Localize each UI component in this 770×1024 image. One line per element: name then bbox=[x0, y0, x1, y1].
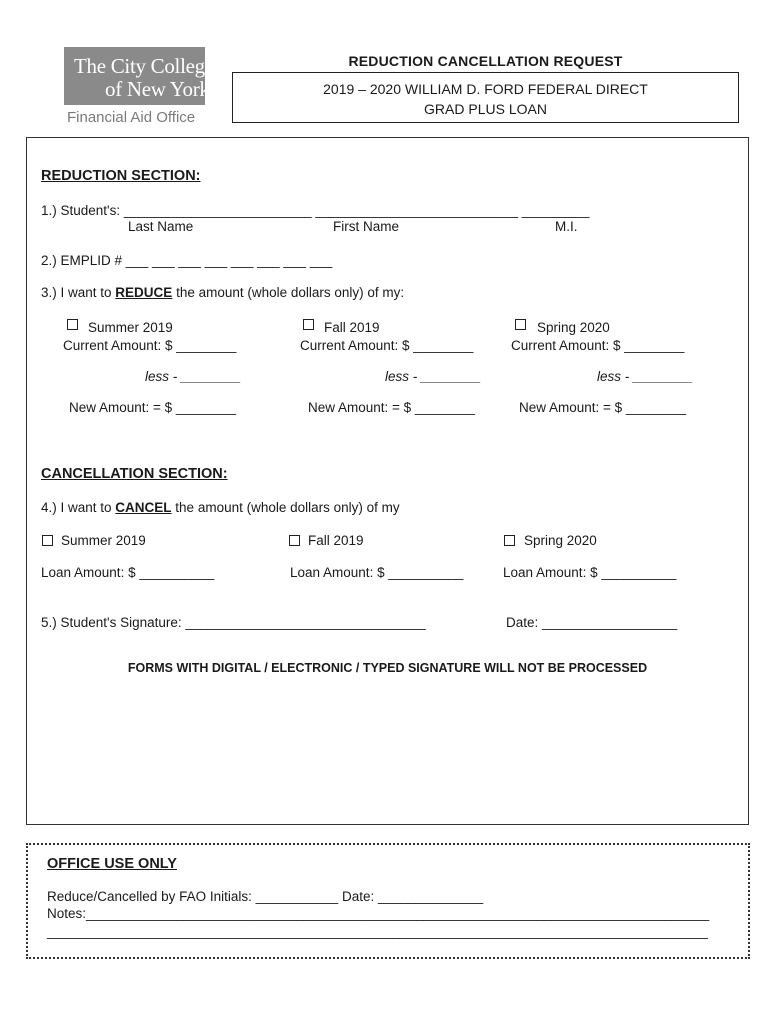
cancel-question-pre: 4.) I want to bbox=[41, 500, 116, 515]
reduce-question-pre: 3.) I want to bbox=[41, 285, 116, 300]
mi-label: M.I. bbox=[555, 219, 578, 234]
summer-2019-cancel-label: Summer 2019 bbox=[61, 533, 146, 548]
cancel-question bbox=[41, 500, 400, 515]
emplid-line[interactable]: 2.) EMPLID # ___ ___ ___ ___ ___ ___ ___ ___ bbox=[41, 253, 333, 268]
form-subtitle-line2: GRAD PLUS LOAN bbox=[424, 101, 547, 117]
spring-2020-cancel-label: Spring 2020 bbox=[524, 533, 597, 548]
summer-2019-reduce-checkbox[interactable] bbox=[67, 319, 78, 330]
summer-2019-less-amount[interactable]: less - ________ bbox=[145, 369, 242, 384]
spring-2020-loan-amount[interactable]: Loan Amount: $ __________ bbox=[503, 565, 677, 580]
summer-2019-cancel-checkbox[interactable] bbox=[42, 535, 53, 546]
spring-2020-less-amount[interactable]: less - ________ bbox=[597, 369, 694, 384]
logo-text-line2: of New York bbox=[105, 77, 210, 101]
spring-2020-current-amount[interactable]: Current Amount: $ ________ bbox=[511, 338, 685, 353]
summer-2019-loan-amount[interactable]: Loan Amount: $ __________ bbox=[41, 565, 215, 580]
logo-text-line1: The City College bbox=[74, 54, 214, 78]
cancel-question-post: the amount (whole dollars only) of my bbox=[171, 500, 400, 515]
notes-line[interactable]: Notes:___________________________________________________________________________________ bbox=[47, 906, 710, 921]
fall-2019-new-amount[interactable]: New Amount: = $ ________ bbox=[308, 400, 475, 415]
fall-2019-cancel-checkbox[interactable] bbox=[289, 535, 300, 546]
spring-2020-reduce-label: Spring 2020 bbox=[537, 320, 610, 335]
summer-2019-current-amount[interactable]: Current Amount: $ ________ bbox=[63, 338, 237, 353]
student-signature-line[interactable]: 5.) Student's Signature: ________________________________ bbox=[41, 615, 426, 630]
reduction-section-heading: REDUCTION SECTION: bbox=[41, 168, 201, 184]
notes-continuation-line[interactable]: ________________________________________________________________________________________ bbox=[47, 924, 708, 939]
reduce-keyword: REDUCE bbox=[115, 285, 173, 300]
spring-2020-cancel-checkbox[interactable] bbox=[504, 535, 515, 546]
fall-2019-cancel-label: Fall 2019 bbox=[308, 533, 364, 548]
spring-2020-reduce-checkbox[interactable] bbox=[515, 319, 526, 330]
form-title: REDUCTION CANCELLATION REQUEST bbox=[348, 53, 623, 69]
fall-2019-loan-amount[interactable]: Loan Amount: $ __________ bbox=[290, 565, 464, 580]
last-name-label: Last Name bbox=[128, 219, 194, 234]
reduce-question bbox=[41, 285, 404, 300]
form-subtitle-box bbox=[232, 72, 739, 123]
student-name-line[interactable]: 1.) Student's: _________________________ ___________________________ _________ bbox=[41, 203, 590, 218]
summer-2019-new-amount[interactable]: New Amount: = $ ________ bbox=[69, 400, 236, 415]
form-subtitle-line1: 2019 – 2020 WILLIAM D. FORD FEDERAL DIRECT bbox=[323, 81, 648, 97]
fall-2019-reduce-checkbox[interactable] bbox=[303, 319, 314, 330]
logo-subtitle: Financial Aid Office bbox=[67, 109, 196, 126]
signature-warning: FORMS WITH DIGITAL / ELECTRONIC / TYPED SIGNATURE WILL NOT BE PROCESSED bbox=[127, 661, 648, 675]
first-name-label: First Name bbox=[333, 219, 400, 234]
fall-2019-less-amount[interactable]: less - ________ bbox=[385, 369, 482, 384]
summer-2019-reduce-label: Summer 2019 bbox=[88, 320, 173, 335]
reduce-question-post: the amount (whole dollars only) of my: bbox=[172, 285, 405, 300]
spring-2020-new-amount[interactable]: New Amount: = $ ________ bbox=[519, 400, 686, 415]
fao-initials-line[interactable]: Reduce/Cancelled by FAO Initials: ___________ Date: ______________ bbox=[47, 889, 484, 904]
office-use-heading: OFFICE USE ONLY bbox=[47, 856, 177, 872]
cancellation-section-heading: CANCELLATION SECTION: bbox=[41, 466, 228, 482]
fall-2019-reduce-label: Fall 2019 bbox=[324, 320, 380, 335]
cancel-keyword: CANCEL bbox=[115, 500, 172, 515]
fall-2019-current-amount[interactable]: Current Amount: $ ________ bbox=[300, 338, 474, 353]
signature-date-line[interactable]: Date: __________________ bbox=[506, 615, 678, 630]
